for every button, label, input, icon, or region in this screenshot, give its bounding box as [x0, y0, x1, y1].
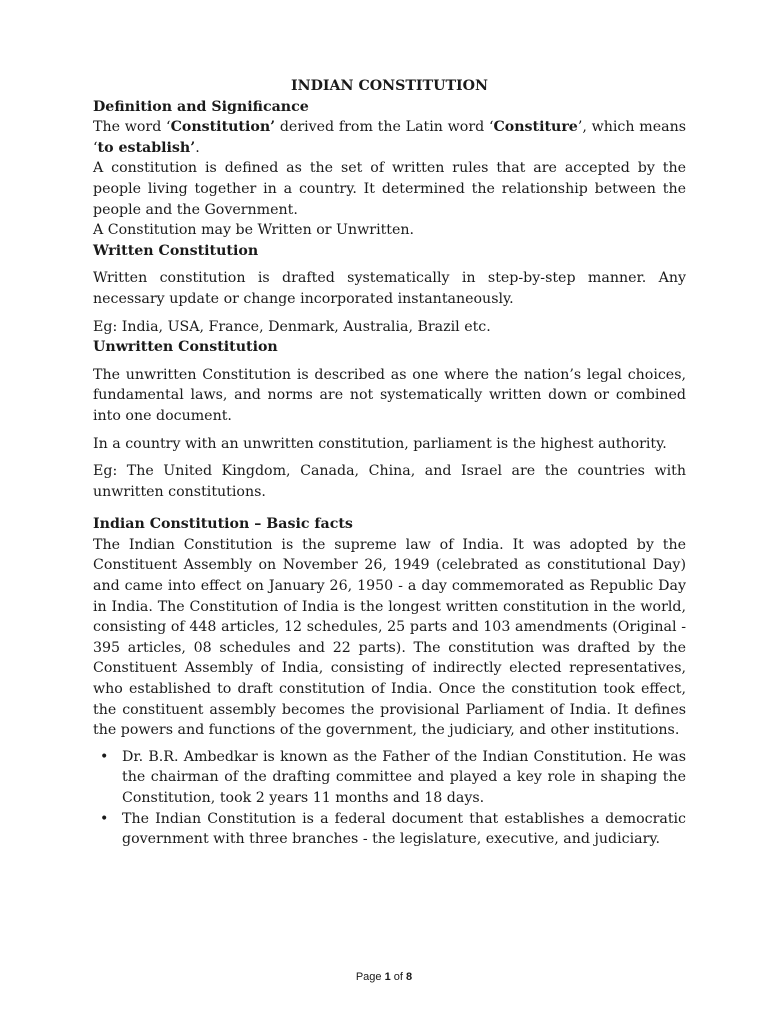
page-of-label: of: [390, 971, 407, 983]
written-paragraph-1: Written constitution is drafted systematically in step-by-step manner. Any necessary update or change incorporated instantaneously.: [93, 270, 686, 307]
text-run: derived from the Latin word ‘: [275, 119, 494, 136]
facts-bullet-list: [93, 747, 686, 850]
document-title: INDIAN CONSTITUTION: [291, 78, 488, 94]
basic-facts-paragraph: The Indian Constitution is the supreme law of India. It was adopted by the Constituent Assembly on November 26, 1949 (celebrated as constitutional Day) and came into effect on January 26, 1950 - a day commemorated as Republic Day in India. The Constitution of India is the longest written constitution in the world, consisting of 448 articles, 12 schedules, 25 parts and 103 amendments (Original - 395 articles, 08 schedules and 22 parts). The constitution was drafted by the Constituent Assembly of India, consisting of indirectly elected representatives, who established to draft constitution of India. Once the constitution took effect, the constituent assembly becomes the provisional Parliament of India. It defines the powers and functions of the government, the judiciary, and other institutions.: [93, 536, 686, 739]
term-constiture: Constiture: [493, 119, 578, 136]
list-item: [100, 747, 686, 809]
term-to-establish: to establish’: [97, 139, 196, 156]
term-constitution: Constitution’: [170, 119, 276, 136]
list-item-text: Dr. B.R. Ambedkar is known as the Father of the Indian Constitution. He was the chairman of the drafting committee and played a key role in shaping the Constitution, took 2 years 11 months and 18 days.: [122, 748, 686, 806]
list-item: [100, 809, 686, 850]
unwritten-paragraph-3: Eg: The United Kingdom, Canada, China, and Israel are the countries with unwritten constitutions.: [93, 463, 686, 500]
page-label: Page: [355, 971, 385, 983]
section-heading-written: Written Constitution: [93, 242, 259, 259]
definition-paragraph-1: [93, 117, 686, 158]
bullet-icon: •: [100, 748, 109, 765]
text-run: ’, which means ‘: [93, 119, 686, 156]
text-run: The word ‘: [93, 119, 171, 136]
unwritten-paragraph-2: In a country with an unwritten constitution, parliament is the highest authority.: [93, 435, 667, 452]
written-paragraph-2: Eg: India, USA, France, Denmark, Australia, Brazil etc.: [93, 318, 491, 335]
text-run: .: [195, 139, 200, 156]
definition-paragraph-2: A constitution is defined as the set of written rules that are accepted by the people living together in a country. It determined the relationship between the people and the Government.: [93, 160, 686, 218]
page-number: [0, 967, 768, 988]
total-pages: 8: [406, 971, 413, 983]
list-item-text: The Indian Constitution is a federal document that establishes a democratic government with three branches - the legislature, executive, and judiciary.: [122, 810, 686, 848]
document-page: [93, 76, 686, 850]
unwritten-paragraph-1: The unwritten Constitution is described as one where the nation’s legal choices, fundamental laws, and norms are not systematically written down or combined into one document.: [93, 366, 686, 424]
definition-paragraph-3: A Constitution may be Written or Unwritten.: [93, 222, 415, 239]
section-heading-basic-facts: Indian Constitution – Basic facts: [93, 516, 353, 533]
section-heading-definition: Definition and Significance: [93, 98, 309, 115]
current-page: 1: [384, 971, 391, 983]
section-heading-unwritten: Unwritten Constitution: [93, 339, 278, 356]
bullet-icon: •: [100, 810, 109, 827]
